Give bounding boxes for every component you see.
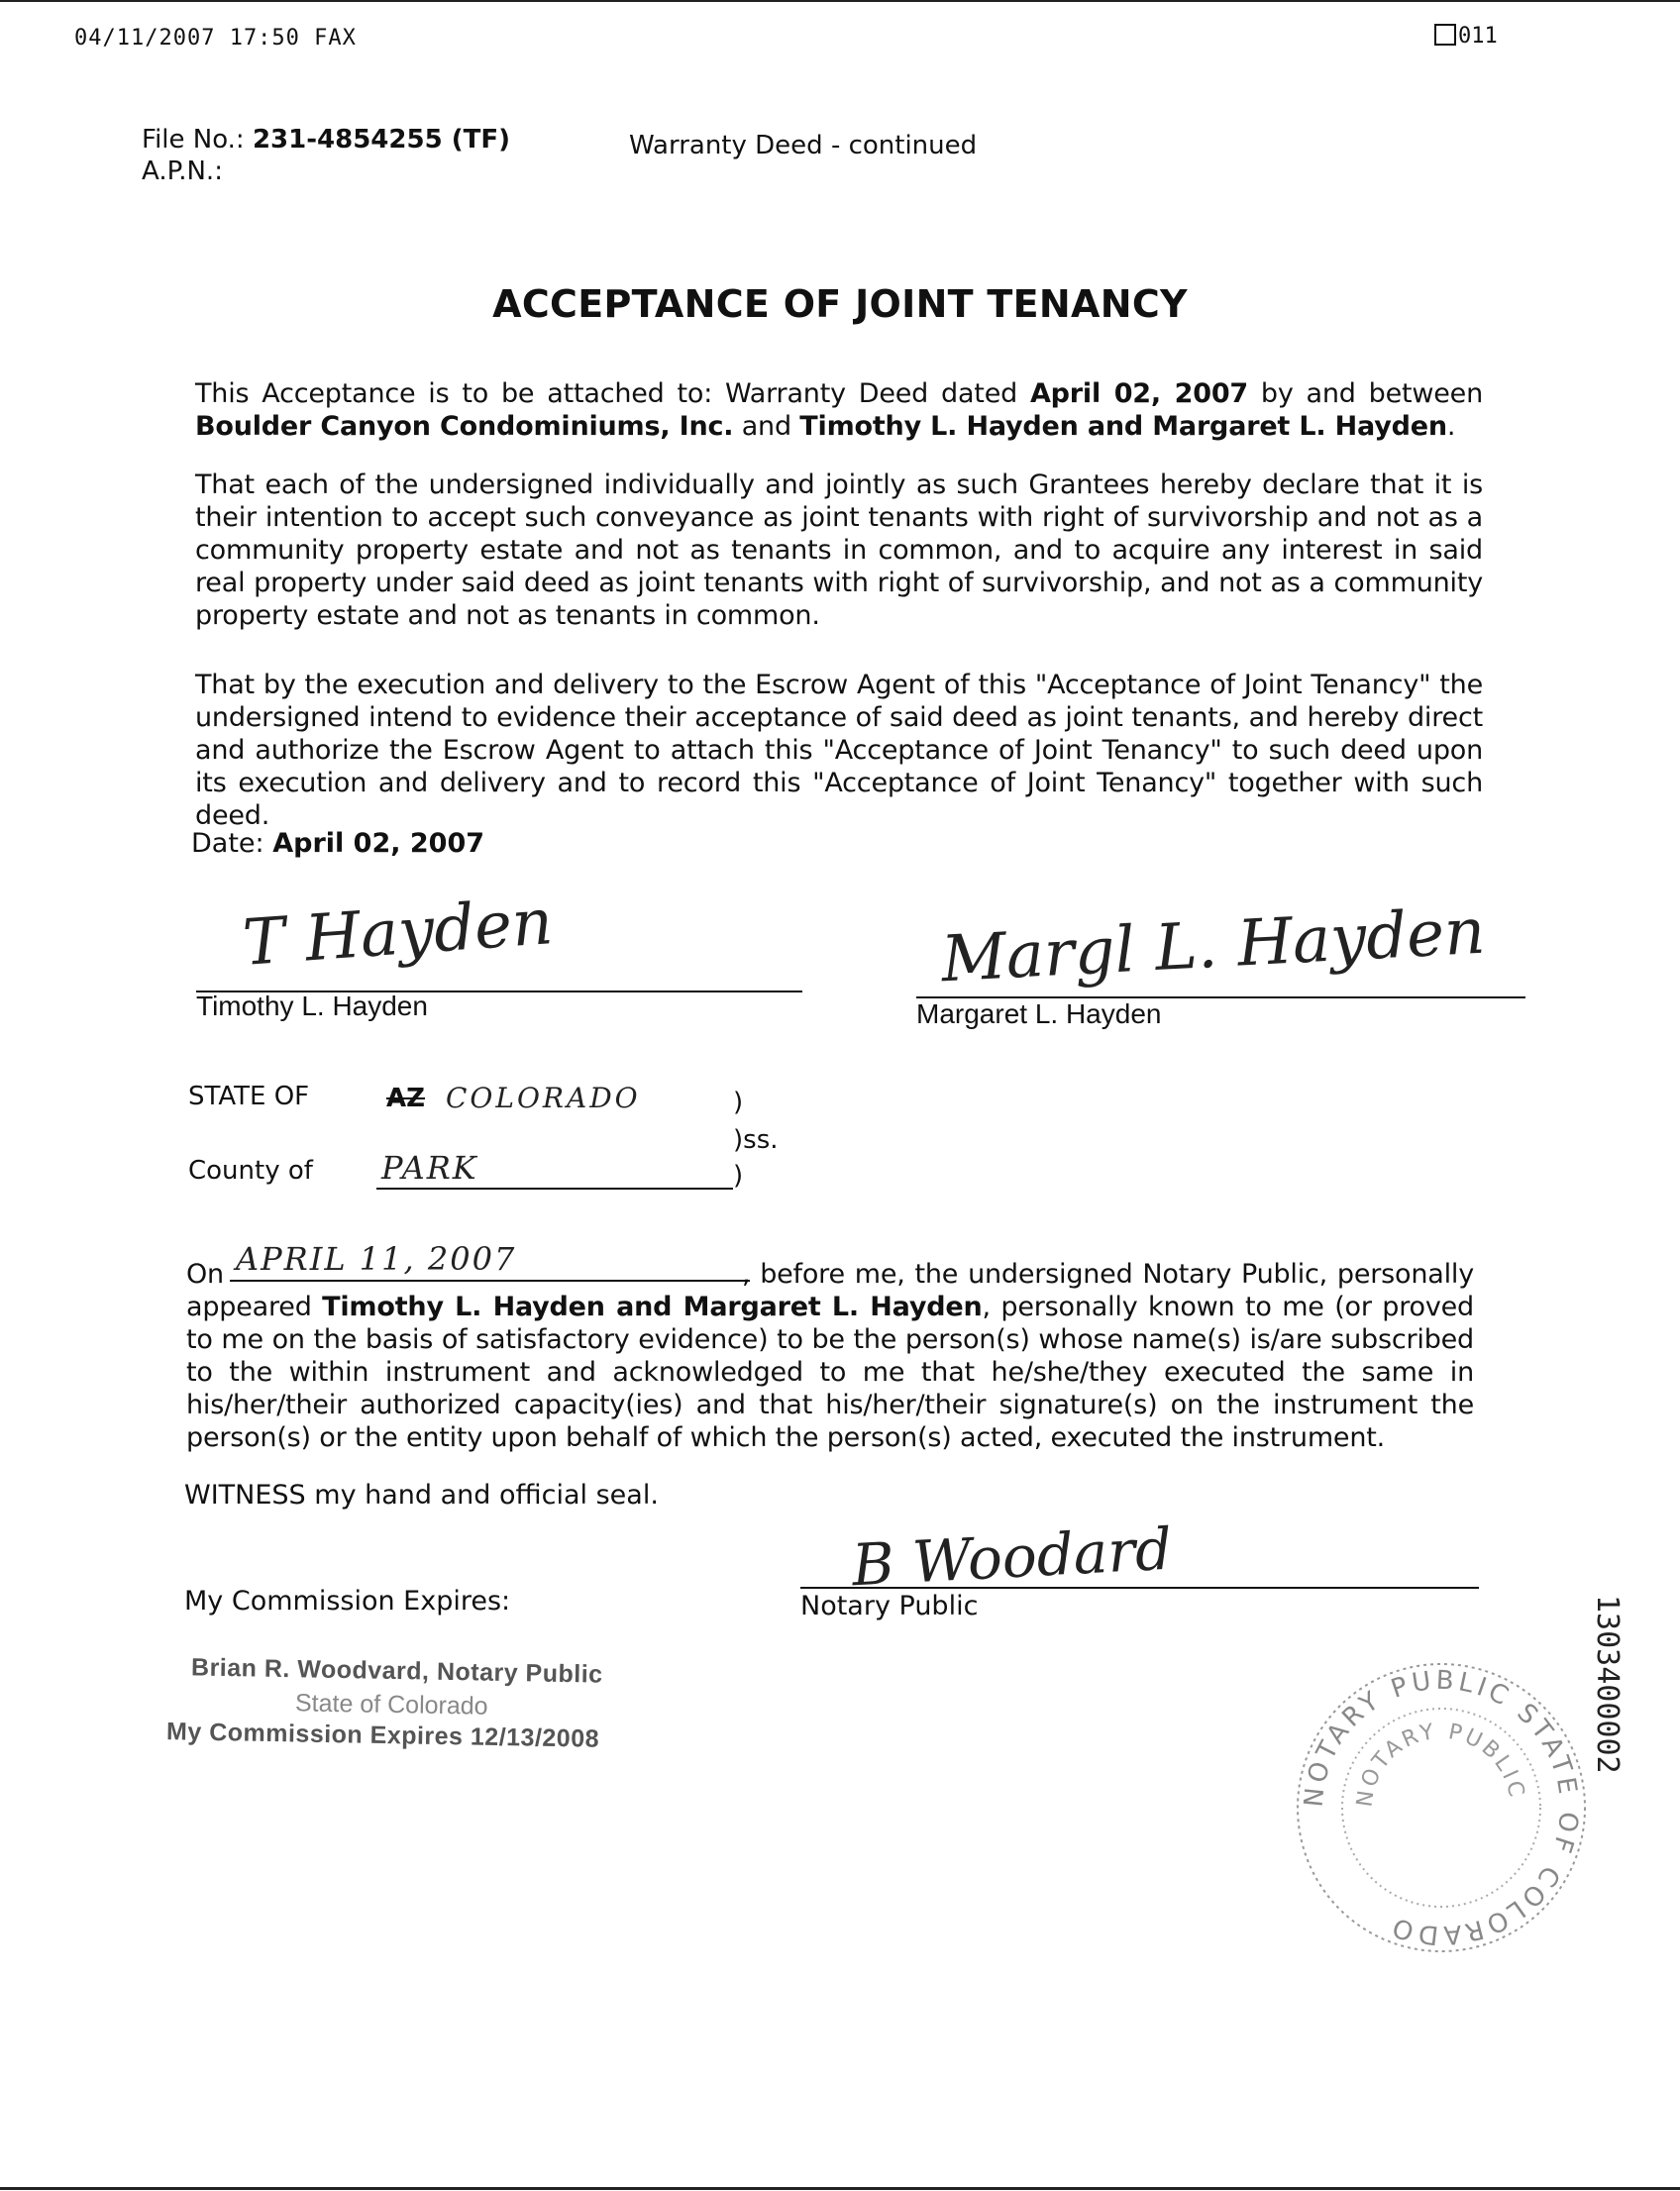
county-label: County of — [188, 1156, 313, 1186]
venue-paren-bottom: ) — [733, 1161, 744, 1191]
file-no-value: 231-4854255 (TF) — [252, 125, 510, 155]
ack-names: Timothy L. Hayden and Margaret L. Hayden — [322, 1292, 983, 1322]
para1-text-1: This Acceptance is to be attached to: Warranty Deed dated — [195, 378, 1030, 409]
acknowledgment-date-handwritten: APRIL 11, 2007 — [236, 1240, 517, 1278]
seal-outer-text: NOTARY PUBLIC STATE OF COLORADO — [1299, 1665, 1584, 1950]
recording-number: 1303400002 — [1590, 1595, 1625, 1774]
para1-text-2: by and between — [1248, 378, 1483, 409]
para1-text-4: . — [1446, 411, 1456, 442]
ack-text-1: , before me, the undersigned Notary Public, personally appeared — [186, 1259, 1474, 1322]
para1-text-3: and — [733, 411, 800, 442]
file-no-label: File No.: — [142, 125, 245, 155]
venue-paren-top: ) — [733, 1088, 744, 1117]
timothy-signature: T Hayden — [240, 886, 556, 981]
acceptance-paragraph — [195, 377, 1483, 443]
top-border — [0, 0, 1680, 2]
margaret-name: Margaret L. Hayden — [916, 998, 1162, 1029]
witness-statement: WITNESS my hand and official seal. — [184, 1480, 659, 1511]
notary-stamp-expiration: My Commission Expires 12/13/2008 — [165, 1718, 600, 1753]
timothy-name: Timothy L. Hayden — [196, 991, 428, 1021]
ack-text-2: , personally known to me (or proved to me on the basis of satisfactory evidence) to be the person(s) whose name(s) is/are subscribed to the within instrument and acknowledged to me that he/she/they executed the same in his/her/their authorized capacity(ies) and that his/her/their signature(s) on the instrument the person(s) or the entity upon behalf of which the person(s) acted, executed the instrument. — [186, 1292, 1474, 1453]
notary-public-label: Notary Public — [800, 1591, 979, 1621]
file-number — [142, 125, 510, 155]
notary-seal — [1288, 1654, 1595, 1961]
commission-expires-label: My Commission Expires: — [184, 1586, 511, 1617]
grantor-name: Boulder Canyon Condominiums, Inc. — [195, 411, 734, 442]
deed-date: April 02, 2007 — [1029, 378, 1249, 409]
venue-ss: )ss. — [733, 1125, 779, 1155]
fax-page-label: 011 — [1458, 24, 1498, 49]
escrow-instruction-paragraph: That by the execution and delivery to the Escrow Agent of this "Acceptance of Joint Tenancy" the undersigned intend to evidence their acceptance of said deed as joint tenants, and hereby direct and authorize the Escrow Agent to attach this "Acceptance of Joint Tenancy" to such deed upon its execution and delivery and to record this "Acceptance of Joint Tenancy" together with such deed. — [195, 670, 1483, 831]
joint-tenancy-declaration: That each of the undersigned individually and jointly as such Grantees hereby declare that it is their intention to accept such conveyance as joint tenants with right of survivorship and not as a community property estate and not as tenants in common, and to acquire any interest in said real property under said deed as joint tenants with right of survivorship, and not as a community property estate and not as tenants in common. — [195, 470, 1483, 631]
county-line — [376, 1188, 733, 1190]
seal-inner-text: NOTARY PUBLIC — [1352, 1719, 1529, 1809]
signing-date — [191, 828, 484, 859]
apn-label: A.P.N.: — [142, 156, 223, 186]
notary-signature: B Woodard — [850, 1514, 1174, 1600]
state-label: STATE OF — [188, 1082, 310, 1111]
state-struck-value: AZ — [386, 1084, 425, 1113]
fax-icon — [1434, 24, 1456, 46]
margaret-signature: Margl L. Hayden — [939, 894, 1487, 997]
county-handwritten: PARK — [381, 1149, 478, 1187]
date-value: April 02, 2007 — [272, 828, 485, 859]
notary-stamp-state: State of Colorado — [294, 1689, 488, 1721]
grantee-names: Timothy L. Hayden and Margaret L. Hayden — [799, 411, 1447, 442]
notary-signature-line — [800, 1587, 1479, 1589]
on-label: On — [186, 1259, 224, 1290]
bottom-border — [0, 2187, 1680, 2190]
state-handwritten: COLORADO — [446, 1082, 641, 1114]
fax-page-number — [1434, 24, 1498, 49]
notary-stamp-name: Brian R. Woodvard, Notary Public — [190, 1653, 603, 1689]
date-label: Date: — [191, 828, 273, 859]
svg-text:NOTARY PUBLIC — [1353, 1720, 1529, 1809]
acknowledgment-paragraph — [186, 1258, 1474, 1454]
document-title: ACCEPTANCE OF JOINT TENANCY — [492, 282, 1188, 326]
fax-header-datetime: 04/11/2007 17:50 FAX — [74, 26, 357, 51]
deed-continued-label: Warranty Deed - continued — [629, 131, 978, 160]
